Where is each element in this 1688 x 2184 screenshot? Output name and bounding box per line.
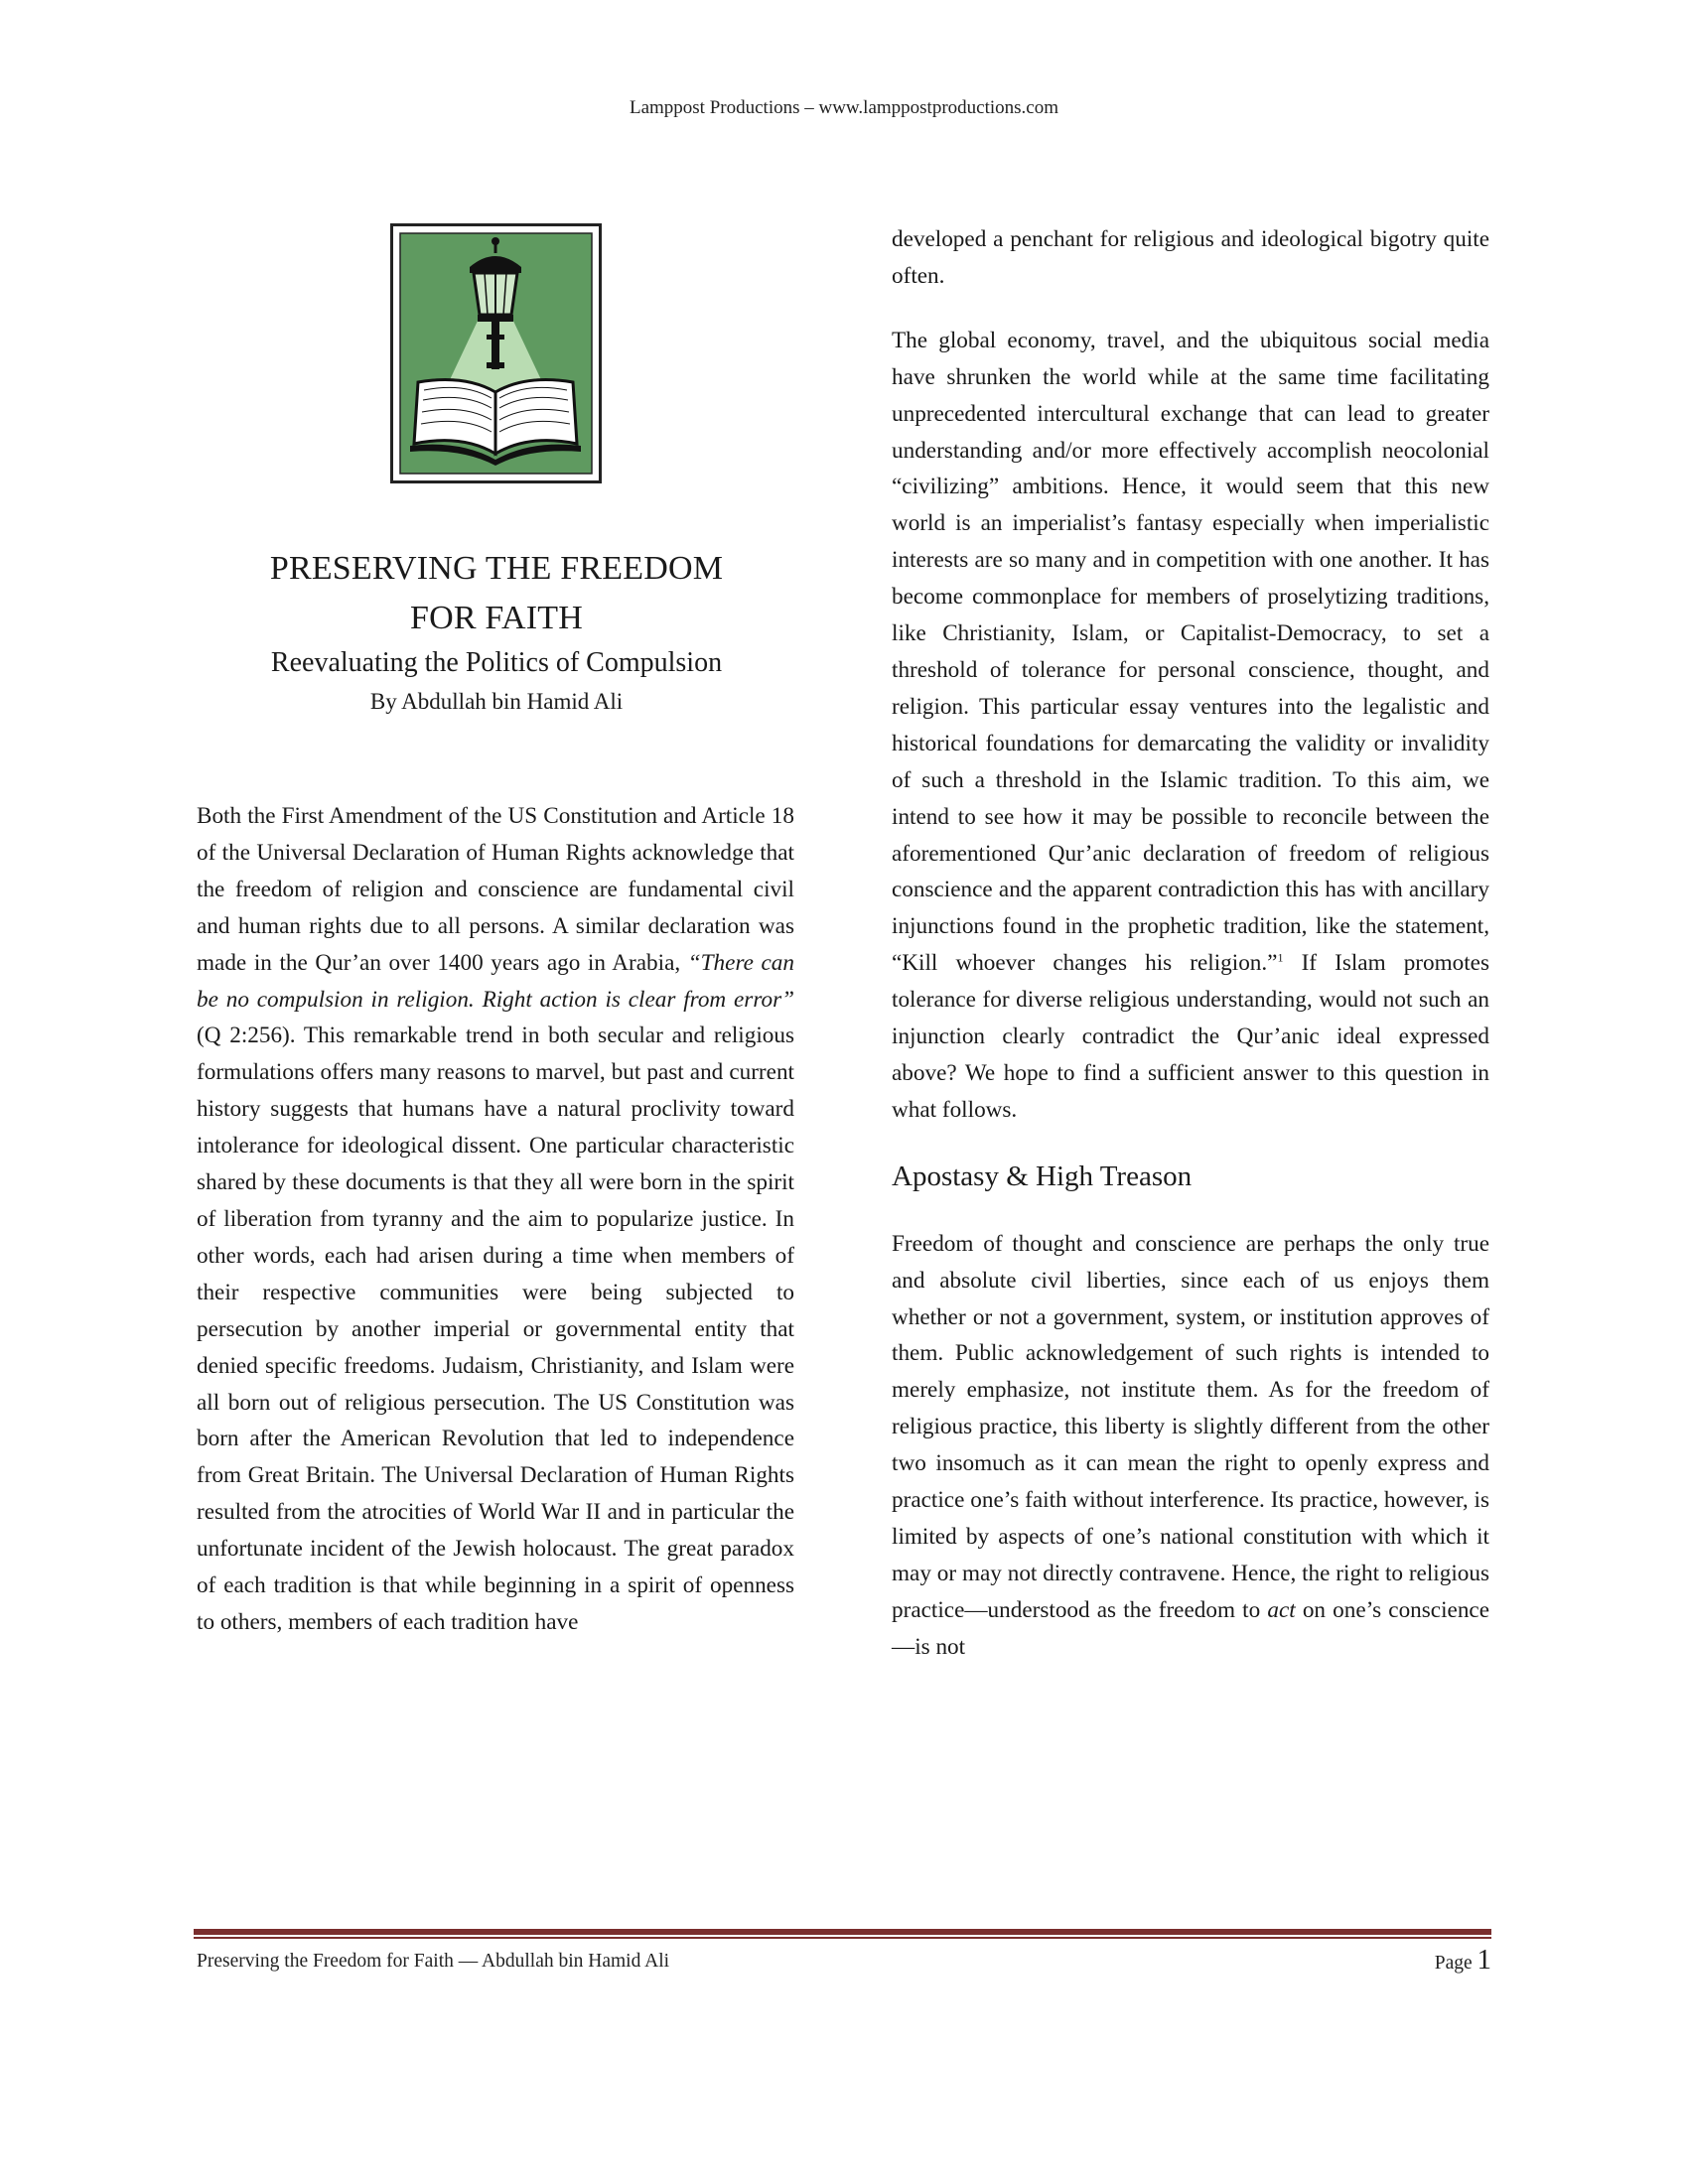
- page-indicator: [1435, 1944, 1491, 1977]
- global-text-b: If Islam promotes tolerance for diverse religious understanding, would not such an injunction clearly contradict the Qur’anic ideal expressed above? We hope to find a sufficient answer to this question in what follows.: [892, 950, 1489, 1123]
- lamp-book-icon: [390, 223, 602, 483]
- title-line-1: PRESERVING THE FREEDOM: [269, 550, 724, 587]
- freedom-text-b: on one’s conscience—is not: [892, 1596, 1489, 1660]
- freedom-paragraph: [892, 1226, 1489, 1666]
- global-economy-paragraph: [892, 323, 1489, 1129]
- freedom-text-a: Freedom of thought and conscience are perhaps the only true and absolute civil liberties, since each of us enjoys them whether or not a government, system, or institution approves of them. Public acknowledgement of such rights is intended to merely emphasize, not institute them. As for the freedom of religious practice, this liberty is slightly different from the other two insomuch as it can mean the right to openly express and practice one’s faith without interference. Its practice, however, is limited by aspects of one’s national constitution with which it may or may not directly contravene. Hence, the right to religious practice—understood as the freedom to: [892, 1230, 1489, 1623]
- right-column: [892, 221, 1489, 1694]
- intro-text-b: (Q 2:256). This remarkable trend in both secular and religious formulations offers many reasons to marvel, but past and current history suggests that humans have a natural proclivity toward intolerance for ideological dissent. One particular characteristic shared by these documents is that they all were born in the spirit of liberation from tyranny and the aim to popularize justice. In other words, each had arisen during a time when members of their respective communities were being subjected to persecution by another imperial or governmental entity that denied specific freedoms. Judaism, Christianity, and Islam were all born out of religious persecution. The US Constitution was born after the American Revolution that led to independence from Great Britain. The Universal Declaration of Human Rights resulted from the atrocities of World War II and in particular the unfortunate incident of the Jewish holocaust. The great paradox of each tradition is that while beginning in a spirit of openness to others, members of each tradition have: [197, 1023, 794, 1635]
- intro-text-a: Both the First Amendment of the US Constitution and Article 18 of the Universal Declaration of Human Rights acknowledge that the freedom of religion and conscience are fundamental civil and human rights due to all persons. A similar declaration was made in the Qur’an over 1400 years ago in Arabia,: [197, 803, 794, 976]
- footnote-marker[interactable]: 1: [1277, 950, 1284, 965]
- left-column: [197, 798, 794, 1669]
- quran-quote: “There can be no compulsion in religion. Right action is clear from error”: [197, 949, 794, 1013]
- section-heading: Apostasy & High Treason: [892, 1160, 1193, 1192]
- emphasis-act: act: [1267, 1596, 1296, 1623]
- page-label: Page: [1434, 1953, 1473, 1974]
- page-header: Lamppost Productions – www.lamppostproductions.com: [629, 97, 1059, 118]
- continued-paragraph: developed a penchant for religious and ideological bigotry quite often.: [892, 226, 1489, 289]
- intro-paragraph: [197, 798, 794, 1641]
- footer-rule-thin: [194, 1937, 1491, 1939]
- page-number: 1: [1477, 1944, 1491, 1976]
- footer-title: Preserving the Freedom for Faith — Abdullah bin Hamid Ali: [197, 1951, 670, 1972]
- lamppost-logo: [390, 223, 602, 483]
- byline: By Abdullah bin Hamid Ali: [369, 689, 624, 714]
- title-block: [189, 544, 804, 719]
- global-text-a: The global economy, travel, and the ubiquitous social media have shrunken the world while at the same time facilitating unprecedented intercultural exchange that can lead to greater understanding and/or more effectively accomplish neocolonial “civilizing” ambitions. Hence, it would seem that this new world is an imperialist’s fantasy especially when imperialistic interests are so many and in competition with one another. It has become commonplace for members of proselytizing traditions, like Christianity, Islam, or Capitalist-Democracy, to set a threshold of tolerance for personal conscience, thought, and religion. This particular essay ventures into the legalistic and historical foundations for demarcating the validity or invalidity of such a threshold in the Islamic tradition. To this aim, we intend to see how it may be possible to reconcile between the aforementioned Qur’anic declaration of freedom of religious conscience and the apparent contradiction this has with ancillary injunctions found in the prophetic tradition, like the statement, “Kill whoever changes his religion.”: [892, 327, 1489, 977]
- subtitle: Reevaluating the Politics of Compulsion: [270, 647, 723, 678]
- footer-rule-thick: [194, 1929, 1491, 1935]
- title-line-2: FOR FAITH: [409, 600, 584, 636]
